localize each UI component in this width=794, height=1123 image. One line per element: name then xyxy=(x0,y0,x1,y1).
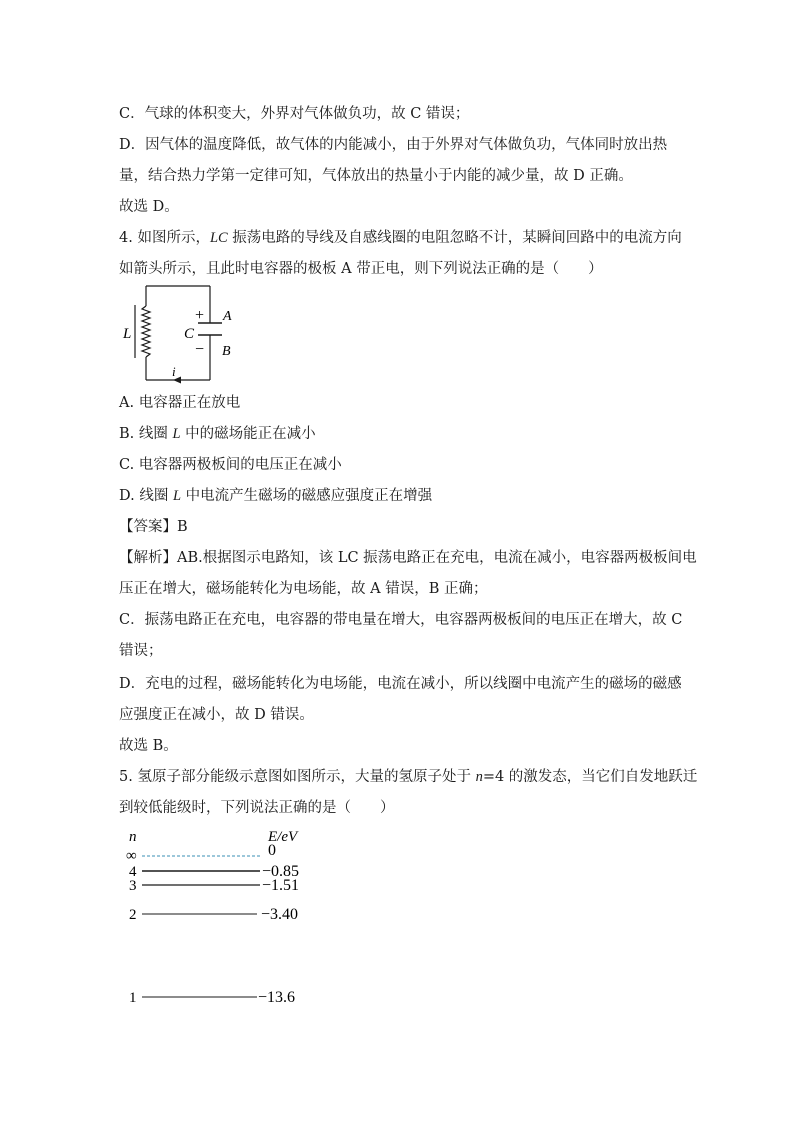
level-1-n: 1 xyxy=(129,990,137,1006)
inductor-coil xyxy=(142,306,150,357)
question-5-stem-line2: 到较低能级时，下列说法正确的是（ ） xyxy=(119,800,395,816)
question-5-stem-line1: 5. 氢原子部分能级示意图如图所示，大量的氢原子处于 n=4 的激发态，当它们自发地跃迁 xyxy=(119,769,698,785)
question-4-stem-line1: 4. 如图所示，LC 振荡电路的导线及自感线圈的电阻忽略不计，某瞬间回路中的电流方向 xyxy=(119,230,682,246)
solution-choice: 故选 D。 xyxy=(119,199,179,215)
solution-option-d-line2: 量，结合热力学第一定律可知，气体放出的热量小于内能的减少量，故 D 正确。 xyxy=(119,168,633,184)
analysis-line4: 错误； xyxy=(119,643,163,659)
level-4-energy: −0.85 xyxy=(262,863,300,880)
analysis-line6: 应强度正在减小，故 D 错误。 xyxy=(119,707,314,723)
analysis-line1: 【解析】AB.根据图示电路知，该 LC 振荡电路正在充电，电流在减小，电容器两极板间电 xyxy=(119,550,697,566)
inductor-label: L xyxy=(123,326,132,342)
energy-axis-label: E/eV xyxy=(268,829,298,845)
level-inf-energy: 0 xyxy=(268,842,276,859)
lc-circuit-diagram xyxy=(115,283,245,388)
answer: 【答案】B xyxy=(119,519,188,535)
energy-level-diagram xyxy=(120,825,320,1010)
analysis-line3: C．振荡电路正在充电，电容器的带电量在增大，电容器两极板间的电压正在增大，故 C xyxy=(119,612,683,628)
level-inf-n: ∞ xyxy=(126,848,137,864)
solution-option-d-line1: D．因气体的温度降低，故气体的内能减小，由于外界对气体做负功，气体同时放出热 xyxy=(119,137,668,153)
analysis-line2: 压正在增大，磁场能转化为电场能，故 A 错误，B 正确； xyxy=(119,581,488,597)
level-3-energy: −1.51 xyxy=(262,877,300,894)
current-label: i xyxy=(172,364,176,379)
option-d: D. 线圈 L 中电流产生磁场的磁感应强度正在增强 xyxy=(119,488,433,504)
option-c: C. 电容器两极板间的电压正在减小 xyxy=(119,457,342,473)
minus-sign: − xyxy=(195,341,205,358)
plate-a-label: A xyxy=(223,309,232,324)
plate-b-label: B xyxy=(222,344,231,359)
solution-option-c: C．气球的体积变大，外界对气体做负功，故 C 错误； xyxy=(119,106,470,122)
question-4-choice: 故选 B。 xyxy=(119,738,178,754)
question-4-stem-line2: 如箭头所示，且此时电容器的极板 A 带正电，则下列说法正确的是（ ） xyxy=(119,261,603,277)
option-b: B. 线圈 L 中的磁场能正在减小 xyxy=(119,426,316,442)
lc-symbol: LC xyxy=(209,230,228,246)
level-1-energy: −13.6 xyxy=(258,989,296,1006)
plus-sign: + xyxy=(195,307,205,324)
option-a: A. 电容器正在放电 xyxy=(119,395,241,411)
level-4-n: 4 xyxy=(129,864,137,880)
analysis-line5: D．充电的过程，磁场能转化为电场能，电流在减小，所以线圈中电流产生的磁场的磁感 xyxy=(119,676,682,692)
level-2-energy: −3.40 xyxy=(261,906,299,923)
level-2-n: 2 xyxy=(129,907,137,923)
n-axis-label: n xyxy=(129,829,137,845)
capacitor-label: C xyxy=(184,326,195,342)
level-3-n: 3 xyxy=(129,878,137,894)
